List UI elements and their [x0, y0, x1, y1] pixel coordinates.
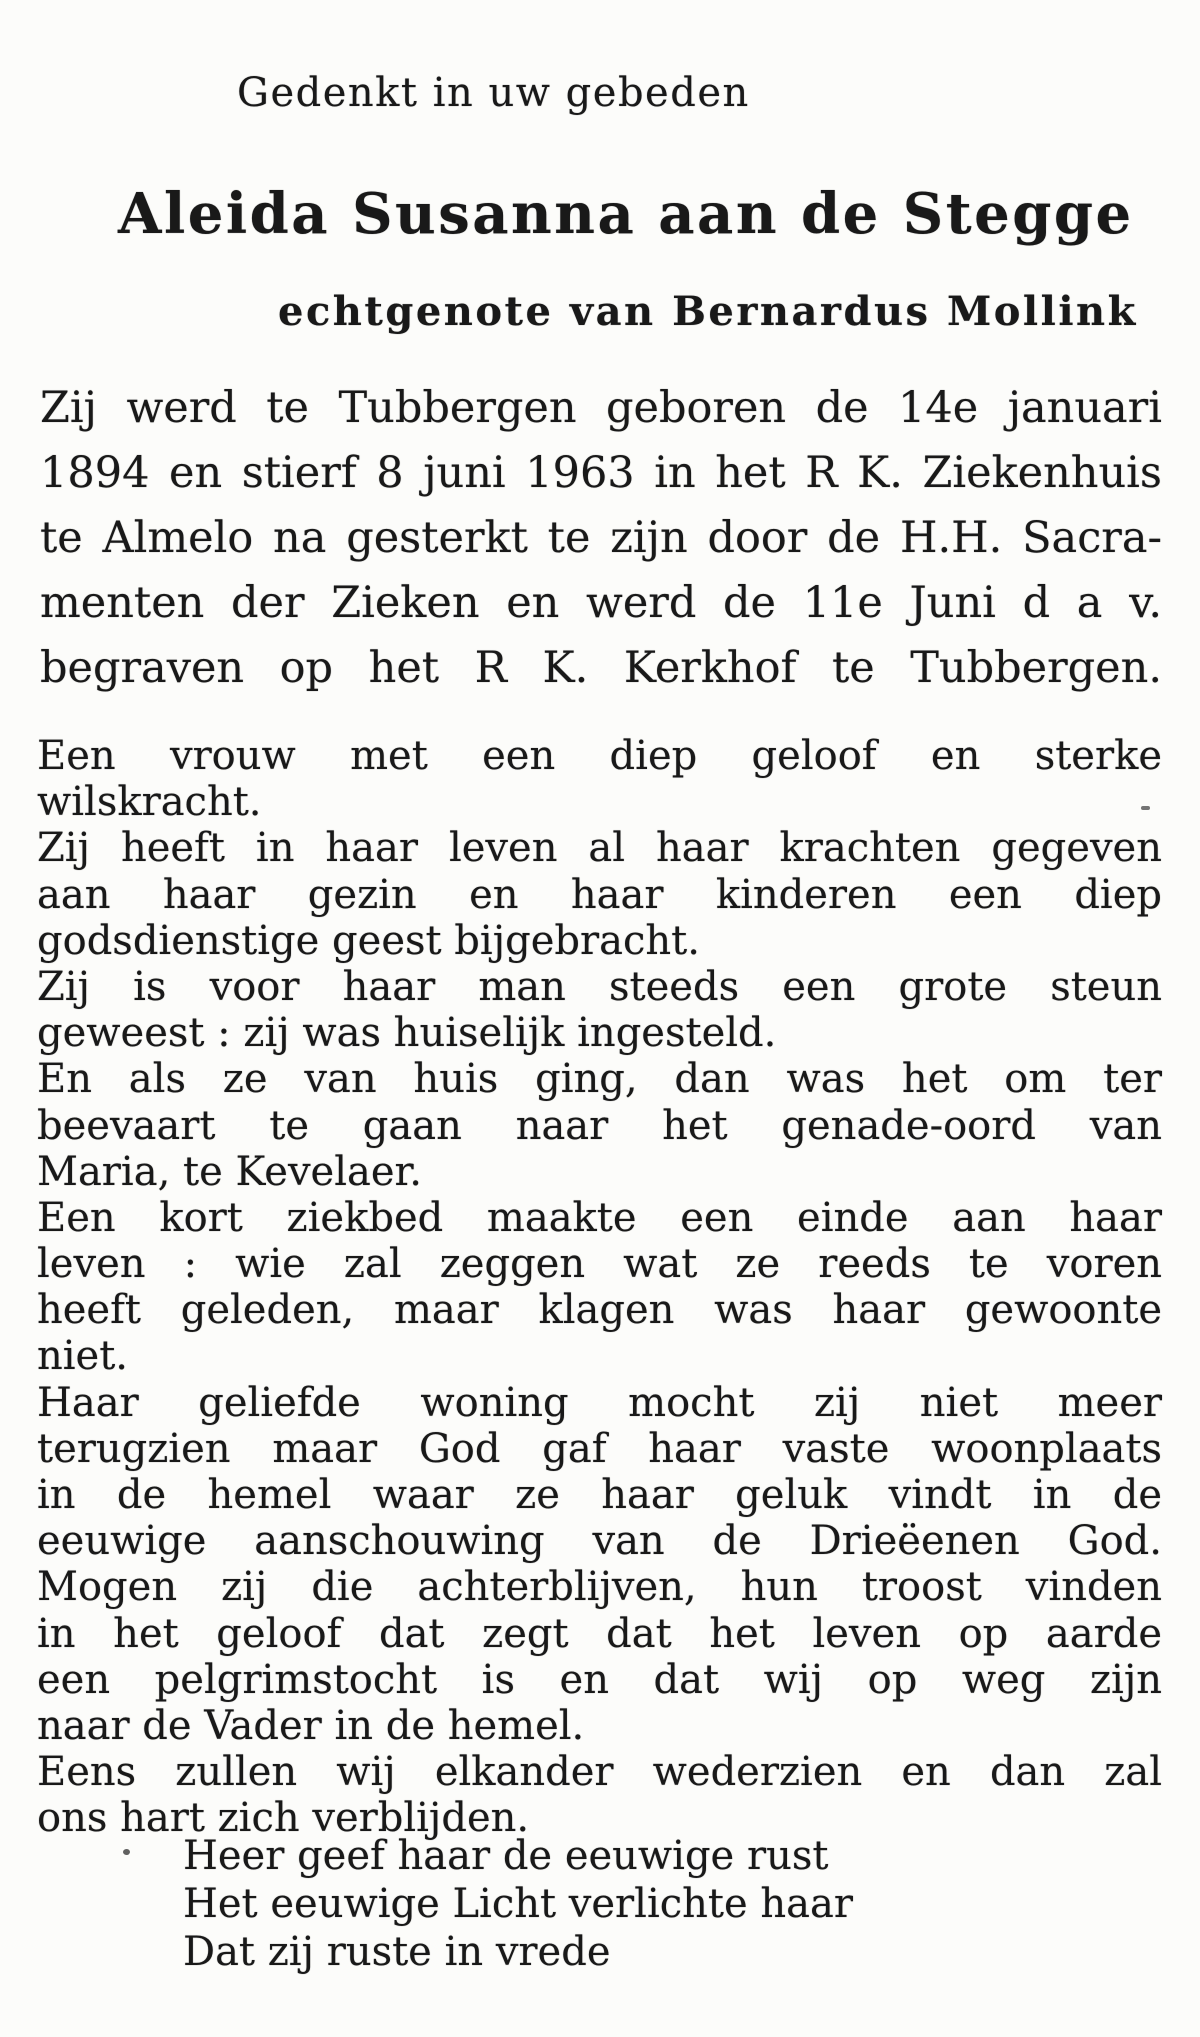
- text-line: eeuwige aanschouwing van de Drieëenen God.: [37, 1518, 1162, 1565]
- text-line: 1894 en stierf 8 juni 1963 in het R K. Ziekenhuis: [40, 448, 1162, 498]
- text-line: aan haar gezin en haar kinderen een diep: [37, 871, 1162, 918]
- text-line: geweest : zij was huiselijk ingesteld.: [37, 1010, 777, 1057]
- text-line: ons hart zich verblijden.: [37, 1795, 530, 1842]
- text-line: Dat zij ruste in vrede: [183, 1929, 611, 1975]
- text-line: leven : wie zal zeggen wat ze reeds te voren: [37, 1241, 1162, 1288]
- text-line: in het geloof dat zegt dat het leven op aarde: [37, 1610, 1162, 1657]
- spouse-subtitle: echtgenote van Bernardus Mollink: [278, 288, 1138, 335]
- text-line: beevaart te gaan naar het genade-oord van: [37, 1102, 1162, 1149]
- text-line: Mogen zij die achterblijven, hun troost vinden: [37, 1564, 1162, 1611]
- text-line: Zij werd te Tubbergen geboren de 14e januari: [40, 383, 1162, 433]
- text-line: Eens zullen wij elkander wederzien en dan zal: [37, 1749, 1162, 1796]
- invocation-heading: Gedenkt in uw gebeden: [237, 70, 750, 116]
- text-line: niet.: [37, 1333, 129, 1380]
- eulogy-paragraphs: [37, 733, 1162, 1842]
- text-line: Een kort ziekbed maakte een einde aan haar: [37, 1194, 1162, 1241]
- deceased-name-heading: Aleida Susanna aan de Stegge: [118, 181, 1134, 247]
- text-line: Maria, te Kevelaer.: [37, 1148, 422, 1195]
- text-line: En als ze van huis ging, dan was het om ter: [37, 1056, 1162, 1103]
- text-line: godsdienstige geest bijgebracht.: [37, 917, 700, 964]
- closing-prayer: [183, 1832, 853, 1976]
- text-line: Een vrouw met een diep geloof en sterke: [37, 733, 1162, 779]
- scan-speck: [1141, 806, 1150, 810]
- text-line: Het eeuwige Licht verlichte haar: [183, 1881, 853, 1927]
- text-line: Haar geliefde woning mocht zij niet meer: [37, 1379, 1162, 1426]
- text-line: menten der Zieken en werd de 11e Juni d a v.: [40, 578, 1162, 628]
- text-line: terugzien maar God gaf haar vaste woonplaats: [37, 1425, 1162, 1472]
- biography-paragraph: [40, 376, 1162, 701]
- text-line: Zij heeft in haar leven al haar krachten gegeven: [37, 825, 1162, 872]
- scan-speck: [123, 1849, 130, 1855]
- text-line: Zij is voor haar man steeds een grote steun: [37, 963, 1162, 1010]
- text-line: te Almelo na gesterkt te zijn door de H.H. Sacra-: [40, 513, 1162, 563]
- text-line: naar de Vader in de hemel.: [37, 1702, 585, 1749]
- text-line: Heer geef haar de eeuwige rust: [183, 1833, 829, 1879]
- text-line: begraven op het R K. Kerkhof te Tubbergen.: [40, 643, 1162, 693]
- text-line: een pelgrimstocht is en dat wij op weg zijn: [37, 1656, 1162, 1703]
- text-line: wilskracht.: [37, 779, 262, 826]
- text-line: in de hemel waar ze haar geluk vindt in de: [37, 1472, 1162, 1518]
- text-line: heeft geleden, maar klagen was haar gewoonte: [37, 1287, 1162, 1334]
